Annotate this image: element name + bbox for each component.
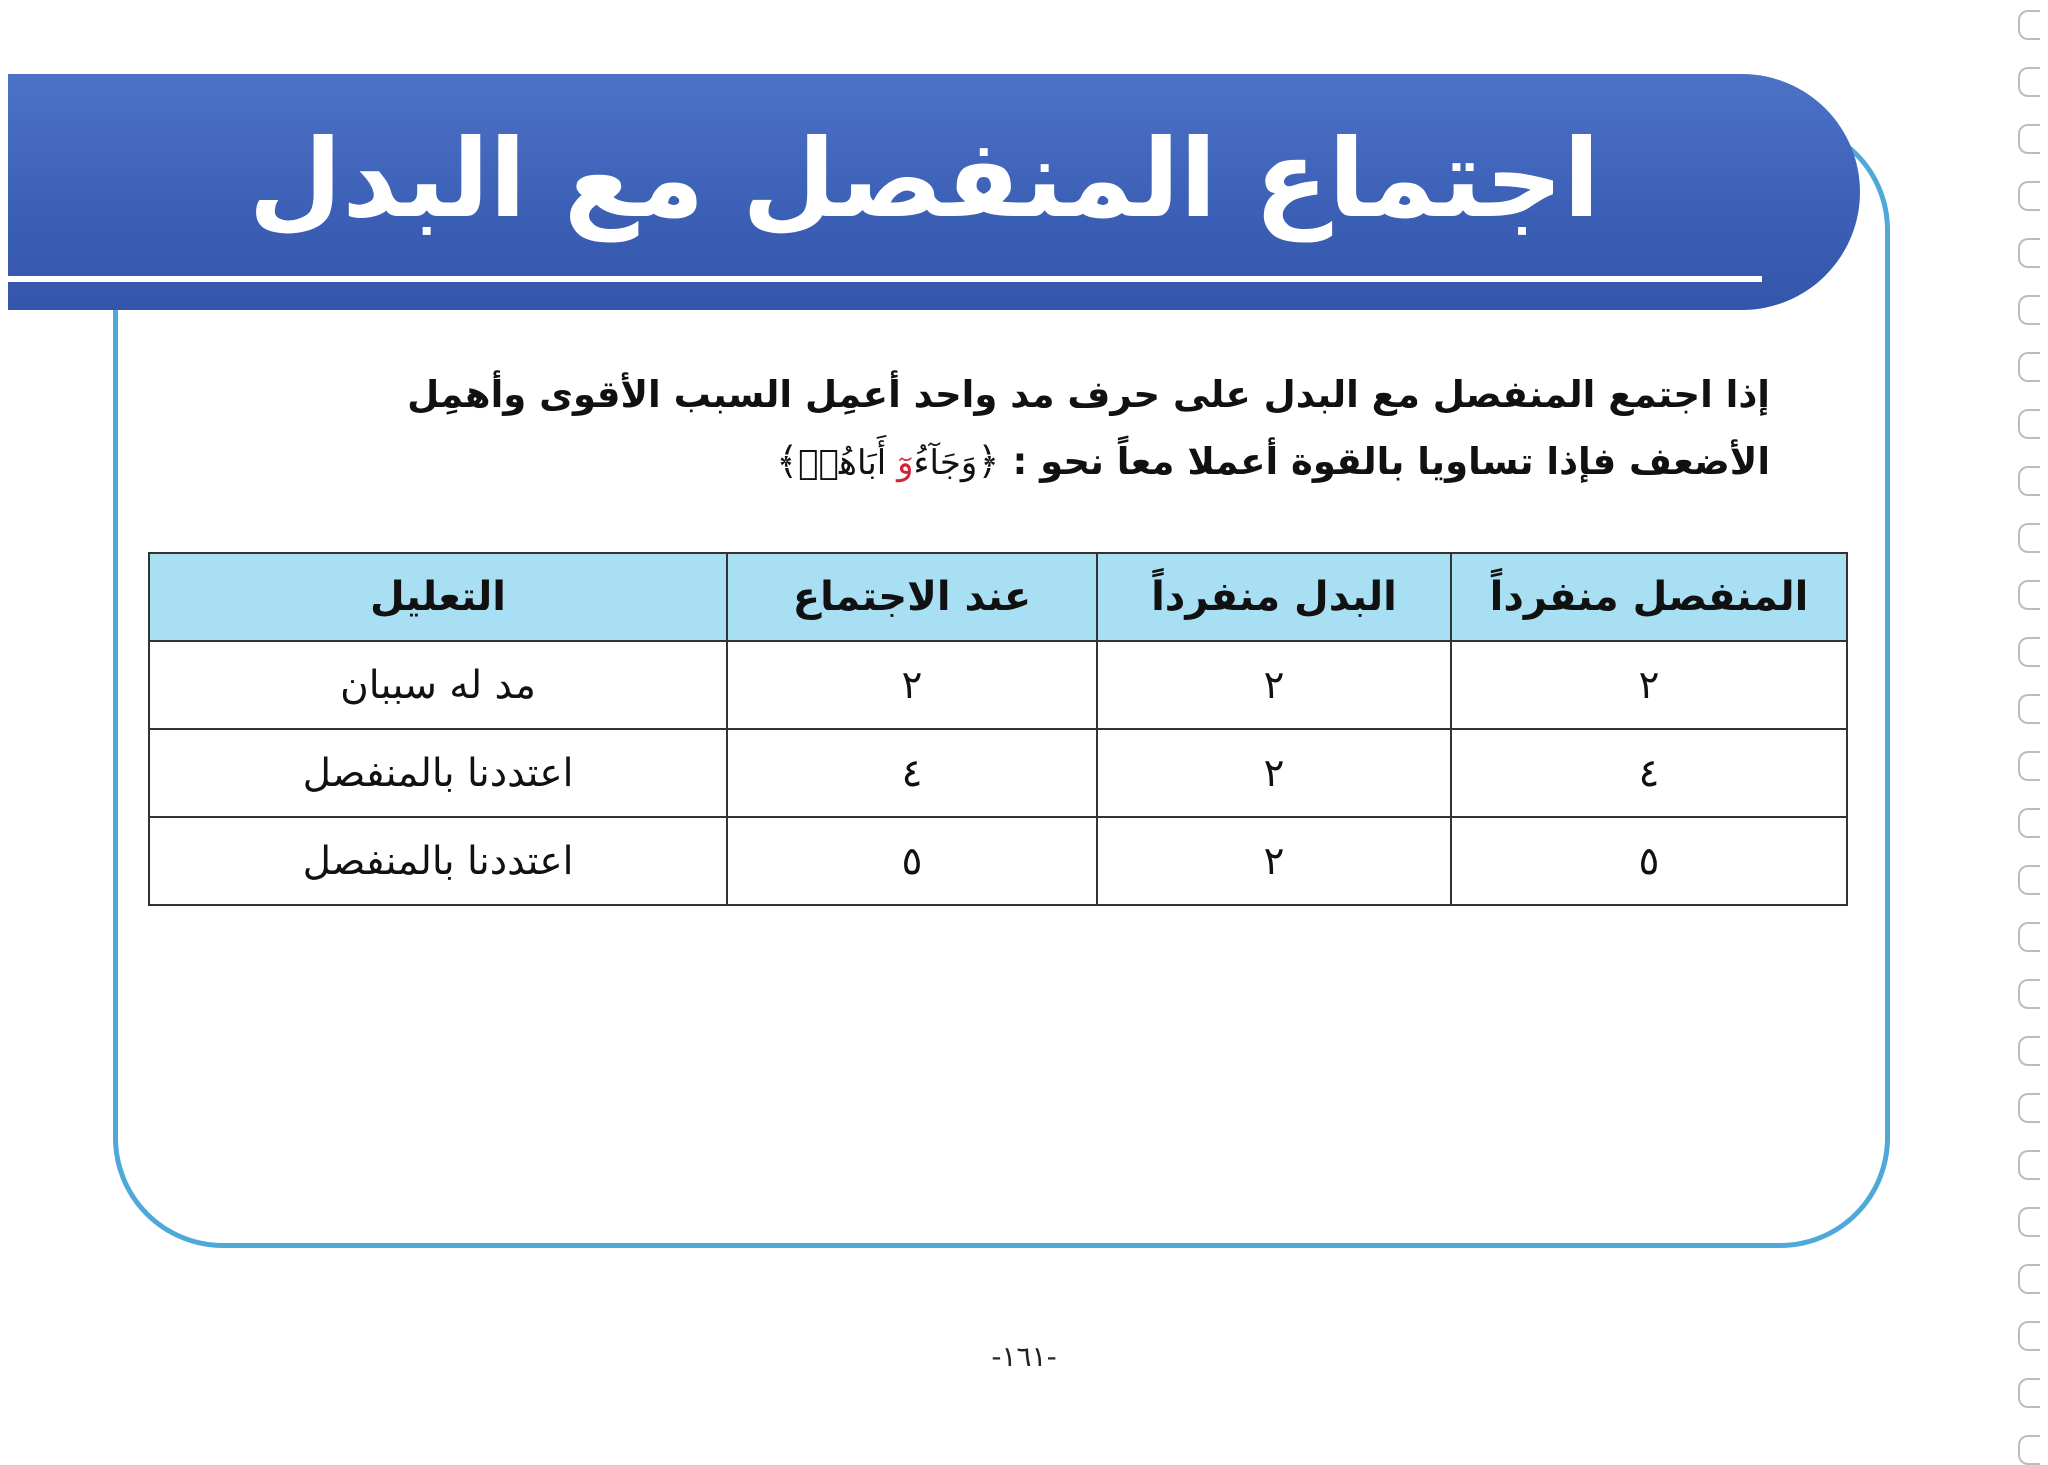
binding-ring (2018, 979, 2040, 1009)
quran-example (798, 443, 977, 483)
header-reason: التعليل (149, 553, 727, 641)
quran-close-bracket: ﴾ (775, 439, 799, 483)
binding-ring (2018, 409, 2040, 439)
quran-open-bracket: ﴿ (977, 439, 1000, 483)
table-cell: ٥ (1451, 817, 1847, 905)
binding-ring (2018, 1093, 2040, 1123)
binding-ring (2018, 1207, 2040, 1237)
spiral-binding (1998, 0, 2048, 1447)
binding-ring (2018, 67, 2040, 97)
binding-ring (2018, 523, 2040, 553)
binding-ring (2018, 694, 2040, 724)
table-row (149, 817, 1847, 905)
table-cell: ٤ (1451, 729, 1847, 817)
header-badal-alone: البدل منفرداً (1097, 553, 1451, 641)
binding-ring (2018, 922, 2040, 952)
table-cell: مد له سببان (149, 641, 727, 729)
table-cell: ٥ (727, 817, 1097, 905)
binding-ring (2018, 865, 2040, 895)
binding-ring (2018, 1435, 2040, 1465)
page-number: -١٦١- (991, 1340, 1057, 1373)
table-cell: ٢ (1097, 641, 1451, 729)
intro-paragraph (300, 362, 1770, 496)
binding-ring (2018, 1150, 2040, 1180)
binding-ring (2018, 1378, 2040, 1408)
page-title: اجتماع المنفصل مع البدل (248, 117, 1600, 242)
table-cell: اعتددنا بالمنفصل (149, 729, 727, 817)
binding-ring (2018, 238, 2040, 268)
binding-ring (2018, 1264, 2040, 1294)
intro-line-2-text: الأضعف فإذا تساويا بالقوة أعملا معاً نحو : (1012, 440, 1770, 483)
binding-ring (2018, 466, 2040, 496)
binding-ring (2018, 352, 2040, 382)
table-cell: ٢ (1097, 817, 1451, 905)
binding-ring (2018, 1036, 2040, 1066)
table-cell: ٢ (727, 641, 1097, 729)
binding-ring (2018, 637, 2040, 667)
binding-ring (2018, 10, 2040, 40)
rules-table (148, 552, 1848, 906)
table-cell: ٢ (1097, 729, 1451, 817)
table-cell: ٢ (1451, 641, 1847, 729)
title-underline (8, 276, 1762, 282)
header-when-combined: عند الاجتماع (727, 553, 1097, 641)
binding-ring (2018, 751, 2040, 781)
binding-ring (2018, 1321, 2040, 1351)
binding-ring (2018, 124, 2040, 154)
table-row (149, 729, 1847, 817)
binding-ring (2018, 295, 2040, 325)
quran-part-3: أَبَاهُمۡ (798, 443, 887, 483)
quran-part-1: وَجَآءُ (913, 443, 978, 483)
binding-ring (2018, 580, 2040, 610)
intro-line-1: إذا اجتمع المنفصل مع البدل على حرف مد واحد أعمِل السبب الأقوى وأهمِل (407, 373, 1770, 416)
table-cell: اعتددنا بالمنفصل (149, 817, 727, 905)
quran-part-2: وٓ (897, 443, 914, 483)
binding-ring (2018, 808, 2040, 838)
table-header-row (149, 553, 1847, 641)
binding-ring (2018, 181, 2040, 211)
table-row (149, 641, 1847, 729)
table-cell: ٤ (727, 729, 1097, 817)
intro-line-2 (300, 428, 1770, 496)
header-munfasil-alone: المنفصل منفرداً (1451, 553, 1847, 641)
